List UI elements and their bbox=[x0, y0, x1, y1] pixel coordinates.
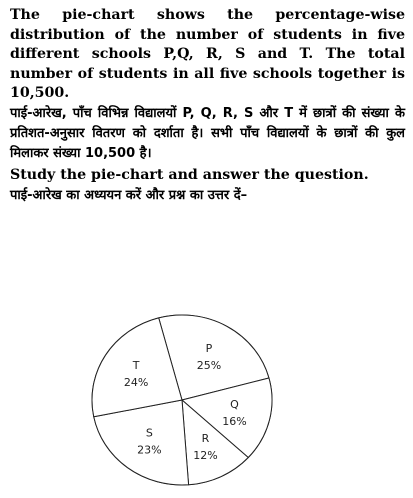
slice-label-r: R bbox=[201, 431, 210, 445]
slice-value-r: 12% bbox=[193, 448, 218, 462]
slice-value-t: 24% bbox=[123, 376, 149, 390]
slice-label-s: S bbox=[145, 426, 153, 440]
hindi-instruction: पाई-आरेख का अध्ययन करें और प्रश्न का उत्तर दें– bbox=[10, 187, 248, 203]
hindi-intro: पाई-आरेख, पाँच विभिन्न विद्यालयों P, Q, R, S और T में छात्रों की संख्या के प्रतिशत-अनुसार वितरण को दर्शाता है। सभी पाँच विद्यालयों के छात्रों की कुल मिलाकर संख्या 10,500 है। bbox=[10, 105, 405, 161]
english-intro: The pie-chart shows the percentage-wise distribution of the number of students in five different schools P,Q, R, S and T. The total number of students in all five schools together is 10,500. bbox=[10, 7, 405, 102]
slice-value-s: 23% bbox=[137, 443, 162, 457]
slice-label-q: Q bbox=[230, 398, 239, 412]
slice-value-p: 25% bbox=[196, 358, 222, 372]
slice-label-t: T bbox=[132, 359, 140, 373]
slice-value-q: 16% bbox=[222, 415, 247, 429]
slice-label-p: P bbox=[205, 341, 213, 355]
english-instruction: Study the pie-chart and answer the question. bbox=[10, 166, 369, 183]
